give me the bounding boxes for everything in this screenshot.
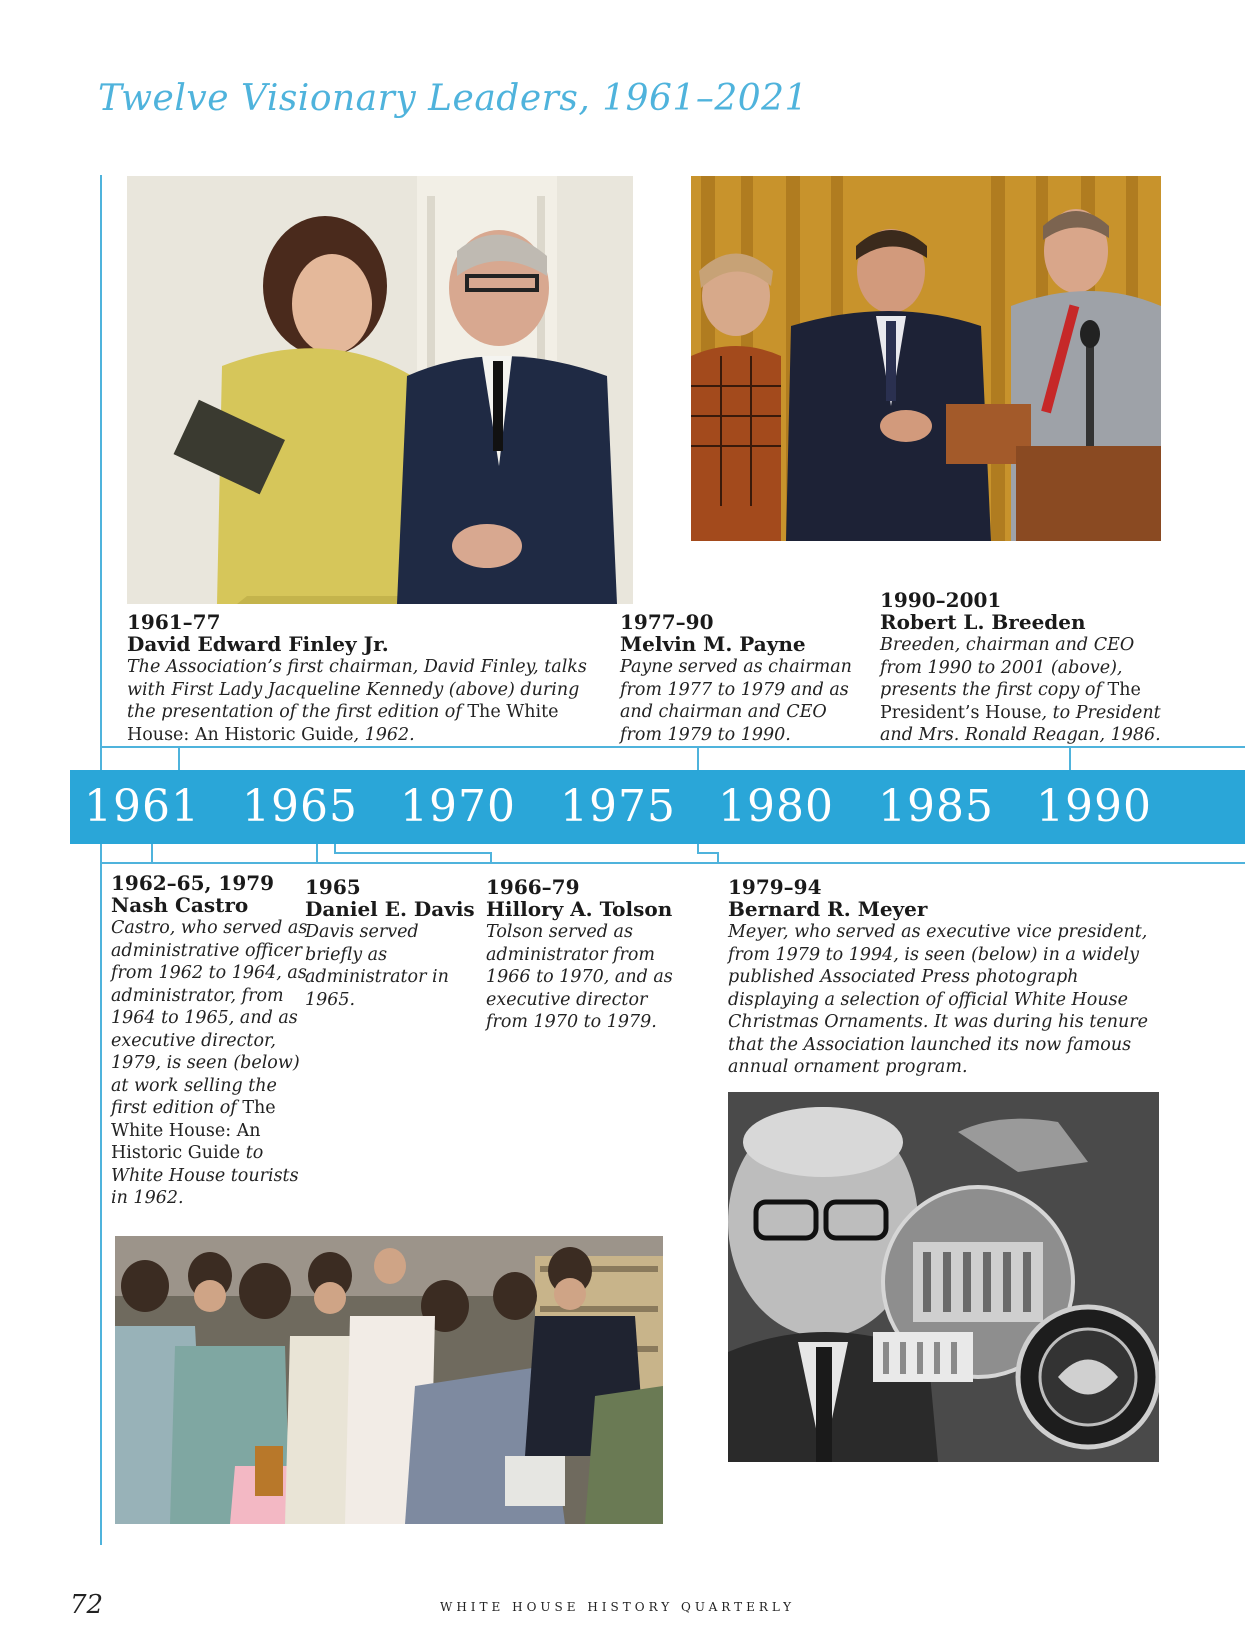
- entry-name: Melvin M. Payne: [620, 632, 806, 656]
- year-label: 1961: [84, 781, 200, 832]
- tick-davis: [316, 844, 318, 862]
- entry-description: The Association’s first chairman, David Finley, talks with First Lady Jacqueline Kennedy (above) during the presentation of the first edition of The White House: An Historic Guide, 1962.: [127, 657, 587, 745]
- entry-tolson: [486, 876, 691, 1034]
- entry-description: Davis served briefly as administrator in 1965.: [305, 922, 449, 1010]
- photo-breeden-reagans: [691, 176, 1161, 541]
- entry-payne: [620, 611, 860, 746]
- entry-breeden: [880, 589, 1170, 747]
- tick-meyer-drop: [717, 852, 719, 862]
- entry-name: Nash Castro: [111, 893, 249, 917]
- timeline-vertical-rule: [100, 175, 102, 1545]
- photo-castro-selling: [115, 1236, 663, 1524]
- tick-castro: [151, 844, 153, 862]
- entry-description: Tolson served as administrator from 1966 to 1970, and as executive director from 1970 to 1979.: [486, 922, 673, 1032]
- page-number: 72: [70, 1590, 104, 1620]
- entry-description: Meyer, who served as executive vice president, from 1979 to 1994, is seen (below) in a widely published Associated Press photograph displaying a selection of official White House Christmas Ornaments. It was during his tenure that the Association launched its now famous annual ornament program.: [728, 922, 1148, 1077]
- timeline-year-band: [70, 770, 1245, 844]
- entry-years: 1966–79: [486, 875, 580, 899]
- year-label: 1990: [1036, 781, 1152, 832]
- entry-name: Daniel E. Davis: [305, 897, 475, 921]
- entry-description: Castro, who served as administrative officer from 1962 to 1964, as administrator, from 1964 to 1965, and as executive director, 1979, is seen (below) at work selling the first edition of The White House: An Historic Guide to White House tourists in 1962.: [111, 918, 308, 1208]
- tick-tolson-drop: [490, 852, 492, 862]
- connector-tolson: [334, 852, 492, 854]
- timeline-lower-rule: [100, 862, 1245, 864]
- tick-payne: [697, 746, 699, 770]
- entry-davis: [305, 876, 475, 1011]
- running-head: WHITE HOUSE HISTORY QUARTERLY: [440, 1600, 795, 1614]
- entry-name: Bernard R. Meyer: [728, 897, 928, 921]
- entry-years: 1977–90: [620, 610, 714, 634]
- entry-meyer: [728, 876, 1168, 1079]
- entry-years: 1965: [305, 875, 361, 899]
- entry-years: 1979–94: [728, 875, 822, 899]
- year-label: 1975: [560, 781, 676, 832]
- entry-name: David Edward Finley Jr.: [127, 632, 389, 656]
- year-label: 1980: [718, 781, 834, 832]
- tick-finley: [178, 746, 180, 770]
- entry-description: Payne served as chairman from 1977 to 1979 and as and chairman and CEO from 1979 to 1990.: [620, 657, 852, 745]
- connector-meyer: [697, 852, 719, 854]
- year-label: 1965: [242, 781, 358, 832]
- entry-description: Breeden, chairman and CEO from 1990 to 2001 (above), presents the first copy of The President’s House, to President and Mrs. Ronald Reagan, 1986.: [880, 635, 1161, 745]
- entry-finley: [127, 611, 607, 746]
- entry-name: Hillory A. Tolson: [486, 897, 673, 921]
- tick-breeden: [1069, 746, 1071, 770]
- photo-finley-kennedy: [127, 176, 633, 604]
- entry-years: 1961–77: [127, 610, 221, 634]
- entry-name: Robert L. Breeden: [880, 610, 1086, 634]
- year-label: 1970: [400, 781, 516, 832]
- entry-castro: [111, 872, 316, 1210]
- photo-meyer-ornaments: [728, 1092, 1159, 1462]
- entry-years: 1962–65, 1979: [111, 871, 275, 895]
- entry-years: 1990–2001: [880, 588, 1002, 612]
- year-label: 1985: [878, 781, 994, 832]
- page-title: Twelve Visionary Leaders, 1961–2021: [98, 78, 808, 119]
